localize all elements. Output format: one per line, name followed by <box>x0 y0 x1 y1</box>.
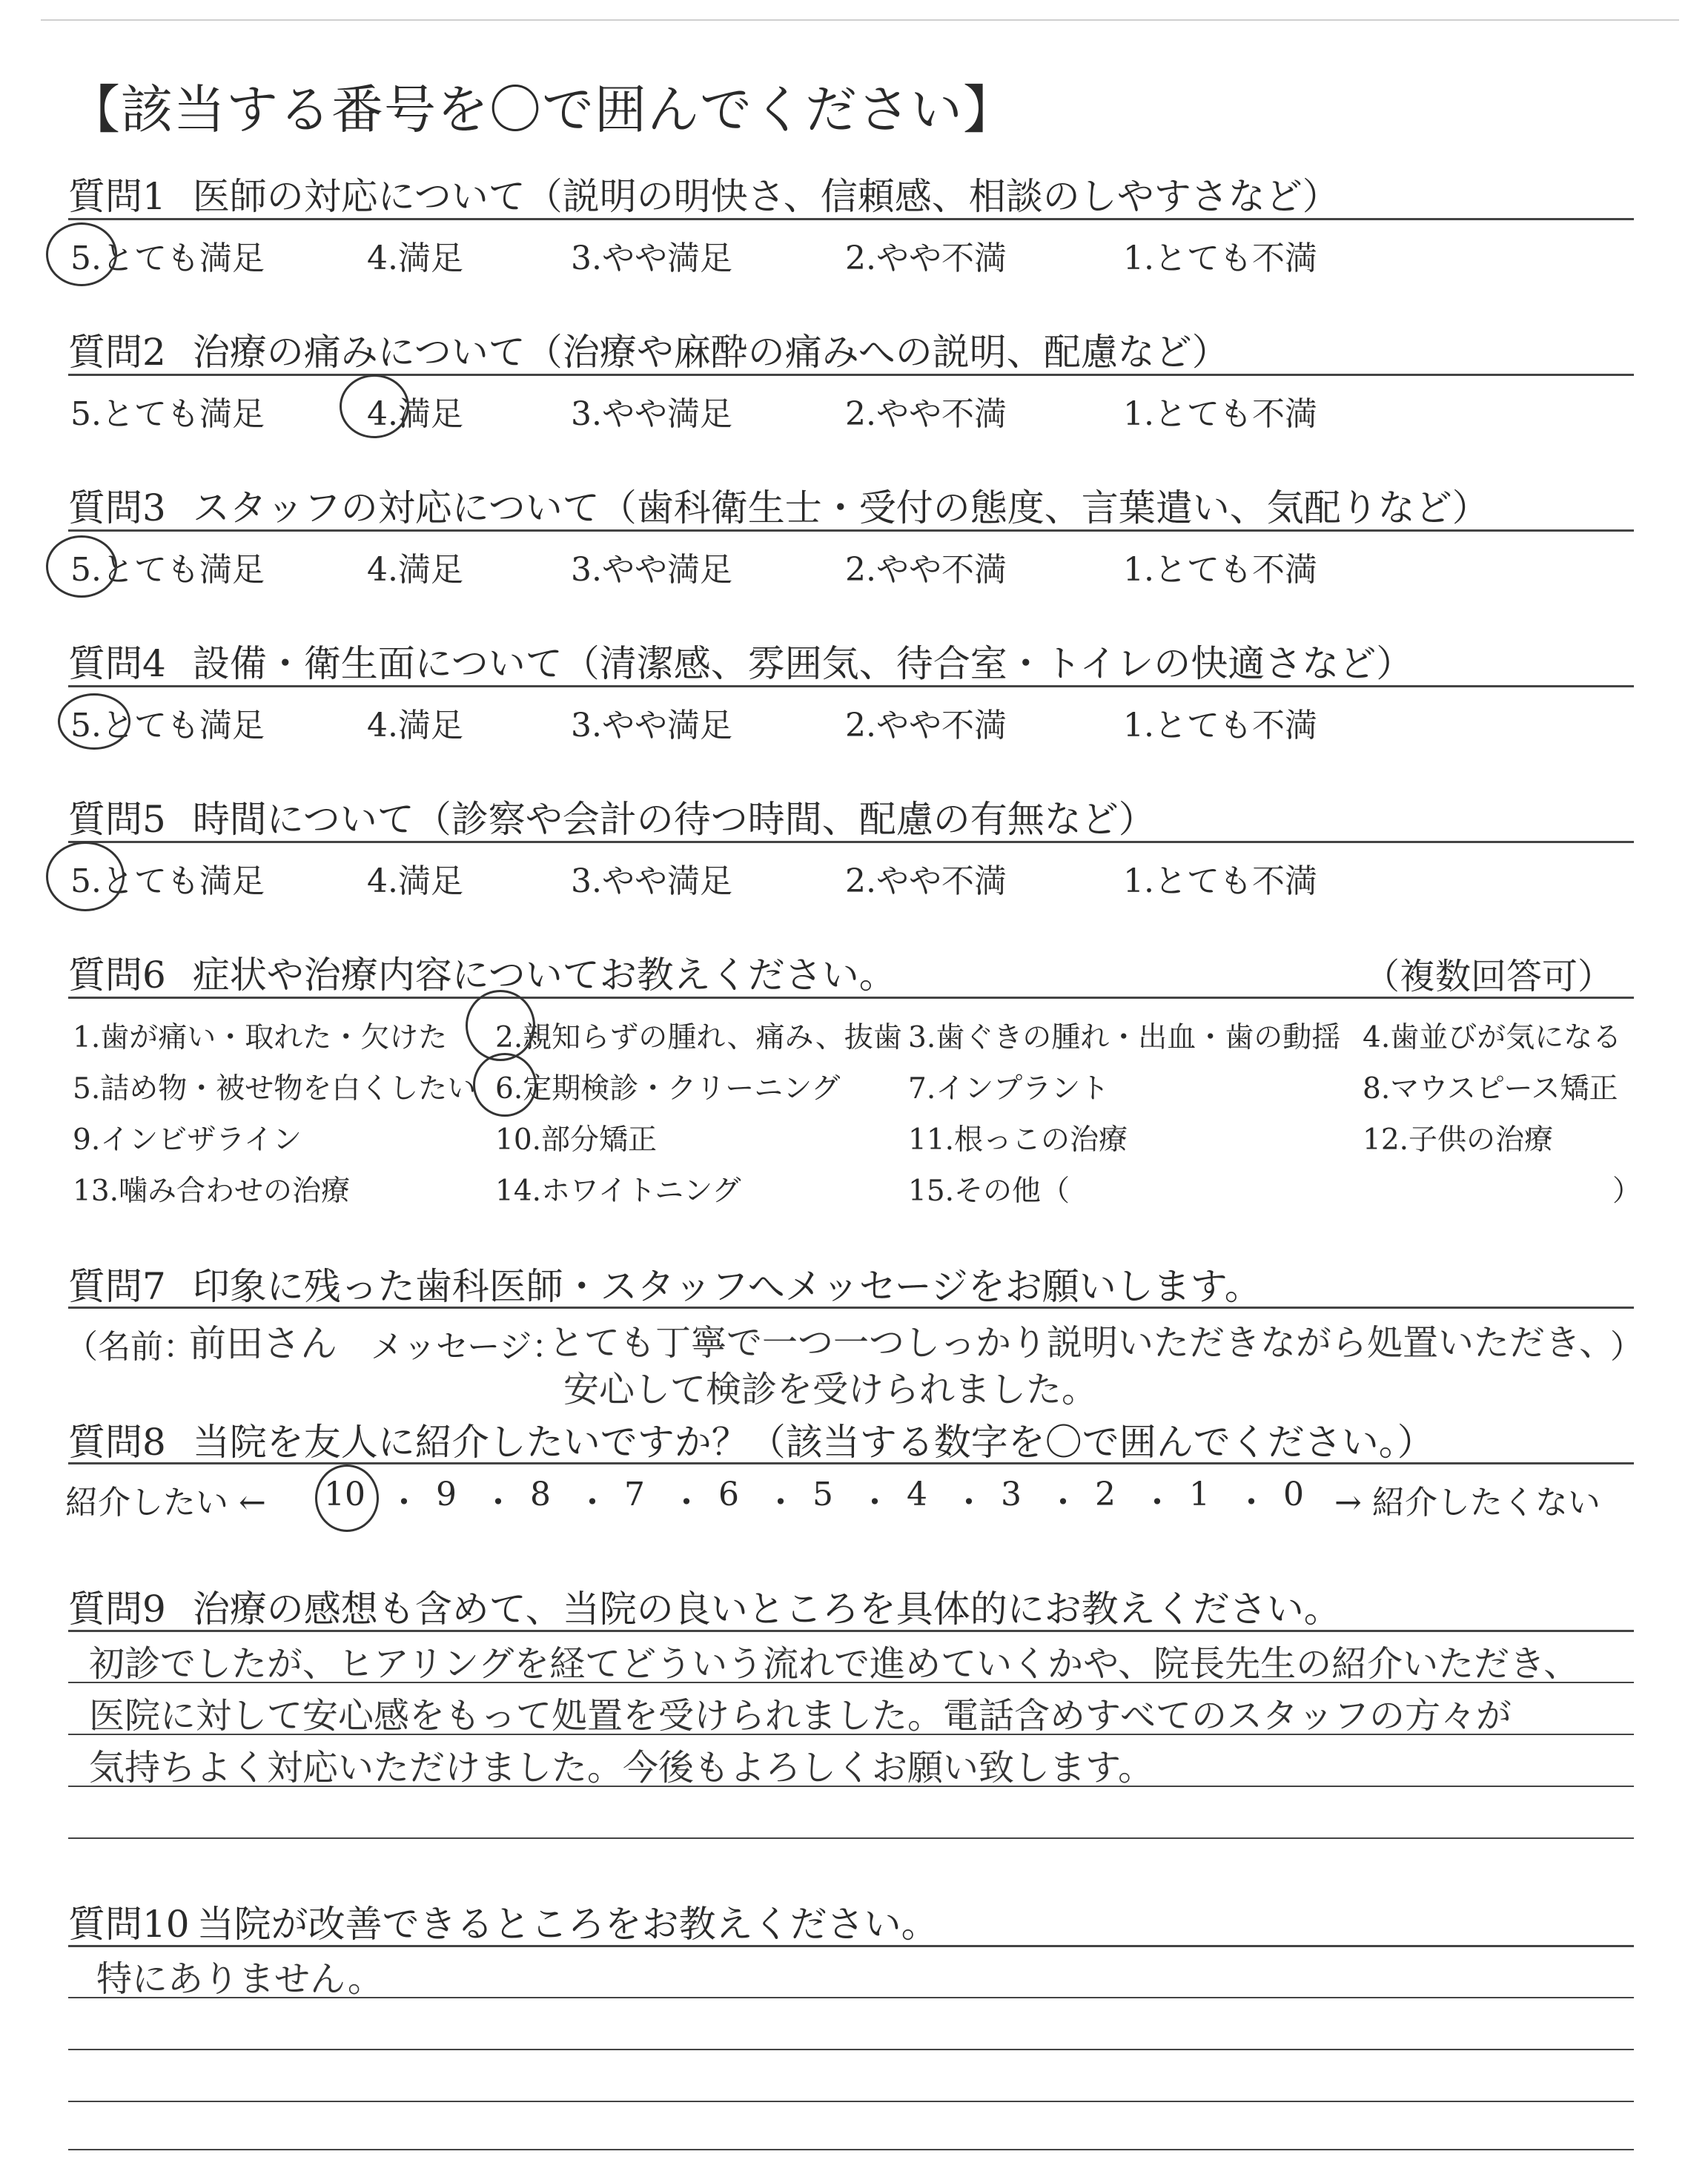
q6-option-1[interactable]: 1.歯が痛い・取れた・欠けた <box>73 1021 448 1054</box>
q8-number-4[interactable]: 4 <box>907 1476 927 1513</box>
q8-number-6[interactable]: 6 <box>718 1476 739 1513</box>
q2-title <box>68 323 1229 376</box>
q4-option-1[interactable]: 1.とても不満 <box>1123 707 1317 744</box>
q8-separator: ・ <box>1235 1484 1268 1522</box>
q8-number-2[interactable]: 2 <box>1095 1476 1116 1513</box>
q8-separator: ・ <box>388 1484 420 1522</box>
q8-separator: ・ <box>1047 1484 1079 1522</box>
q8-answer-circle <box>315 1464 379 1532</box>
q4-text: 設備・衛生面について（清潔感、雰囲気、待合室・トイレの快適さなど） <box>192 642 1414 685</box>
q7-message-line-1[interactable]: とても丁寧で一つ一つしっかり説明いただきながら処置いただき、 <box>549 1322 1615 1364</box>
q8-label: 質問8 <box>68 1421 166 1464</box>
q6-option-13[interactable]: 13.噛み合わせの治療 <box>73 1175 351 1208</box>
q6-option-5[interactable]: 5.詰め物・被せ物を白くしたい <box>73 1072 477 1106</box>
instruction-heading: 【該当する番号を〇で囲んでください】 <box>68 79 1016 140</box>
q3-title <box>68 478 1489 532</box>
q3-answer-circle <box>46 535 117 598</box>
q2-answer-circle <box>340 374 409 438</box>
q6-option-9[interactable]: 9.インビザライン <box>73 1123 302 1157</box>
q8-separator: ・ <box>482 1484 514 1522</box>
q5-answer-circle <box>46 842 125 911</box>
q5-label: 質問5 <box>68 798 166 841</box>
q9-rule-2 <box>68 1734 1634 1735</box>
q2-text: 治療の痛みについて（治療や麻酔の痛みへの説明、配慮など） <box>192 331 1229 374</box>
q2-option-3[interactable]: 3.やや満足 <box>571 395 732 433</box>
q7-rule <box>68 1307 1634 1309</box>
q3-option-3[interactable]: 3.やや満足 <box>571 551 732 589</box>
q10-rule-3 <box>68 2101 1634 2102</box>
q6-answer-circle-6 <box>473 1053 537 1117</box>
q1-title <box>68 167 1340 220</box>
q8-number-9[interactable]: 9 <box>436 1476 457 1513</box>
q10-rule-4 <box>68 2149 1634 2150</box>
q8-separator: ・ <box>858 1484 891 1522</box>
q8-rule <box>68 1462 1634 1464</box>
q6-text: 症状や治療内容についてお教えください。 <box>192 954 896 997</box>
q6-option-3[interactable]: 3.歯ぐきの腫れ・出血・歯の動揺 <box>908 1021 1341 1054</box>
q5-option-5[interactable]: 5.とても満足 <box>70 862 265 900</box>
q4-label: 質問4 <box>68 642 166 685</box>
q3-option-1[interactable]: 1.とても不満 <box>1123 551 1317 589</box>
q8-number-3[interactable]: 3 <box>1001 1476 1022 1513</box>
q8-right-label: → 紹介したくない <box>1334 1484 1601 1522</box>
q2-rule <box>68 374 1634 376</box>
q6-option-2[interactable]: 2.親知らずの腫れ、痛み、抜歯 <box>495 1021 902 1054</box>
top-border <box>41 19 1679 21</box>
q3-option-2[interactable]: 2.やや不満 <box>845 551 1007 589</box>
q6-other-close-paren: ） <box>1612 1175 1642 1208</box>
q8-separator: ・ <box>953 1484 985 1522</box>
q4-title <box>68 634 1413 687</box>
q2-option-1[interactable]: 1.とても不満 <box>1123 395 1317 433</box>
q8-left-label: 紹介したい ← <box>65 1484 266 1522</box>
q1-option-4[interactable]: 4.満足 <box>367 240 463 277</box>
q9-answer-line-3[interactable]: 気持ちよく対応いただけました。今後もよろしくお願い致します。 <box>89 1747 1154 1789</box>
q6-option-15[interactable]: 15.その他（ <box>908 1175 1070 1208</box>
q6-option-7[interactable]: 7.インプラント <box>908 1072 1110 1106</box>
q8-number-5[interactable]: 5 <box>812 1476 833 1513</box>
q4-rule <box>68 685 1634 687</box>
q10-title <box>68 1895 939 1948</box>
q6-option-8[interactable]: 8.マウスピース矯正 <box>1363 1072 1618 1106</box>
q7-close-paren: ） <box>1610 1328 1643 1366</box>
q8-separator: ・ <box>670 1484 703 1522</box>
q5-option-4[interactable]: 4.満足 <box>367 862 463 900</box>
q9-rule-1 <box>68 1682 1634 1683</box>
q8-number-7[interactable]: 7 <box>624 1476 645 1513</box>
q9-rule-4 <box>68 1837 1634 1839</box>
q3-label: 質問3 <box>68 486 166 529</box>
q8-number-1[interactable]: 1 <box>1189 1476 1210 1513</box>
q8-separator: ・ <box>764 1484 797 1522</box>
q4-option-5[interactable]: 5.とても満足 <box>70 707 265 744</box>
q5-option-2[interactable]: 2.やや不満 <box>845 862 1007 900</box>
q9-title <box>68 1579 1341 1633</box>
q1-option-1[interactable]: 1.とても不満 <box>1123 240 1317 277</box>
q10-rule-0 <box>68 1945 1634 1947</box>
q2-option-5[interactable]: 5.とても満足 <box>70 395 265 433</box>
q8-number-8[interactable]: 8 <box>530 1476 551 1513</box>
q10-rule-1 <box>68 1997 1634 1998</box>
q6-option-6[interactable]: 6.定期検診・クリーニング <box>495 1072 841 1106</box>
q1-rule <box>68 218 1634 220</box>
q4-option-3[interactable]: 3.やや満足 <box>571 707 732 744</box>
q3-rule <box>68 529 1634 532</box>
q8-separator: ・ <box>1141 1484 1174 1522</box>
q8-title <box>68 1413 1434 1466</box>
q1-label: 質問1 <box>68 175 166 218</box>
q6-multiple-note: （複数回答可） <box>1364 956 1614 997</box>
q8-separator: ・ <box>576 1484 609 1522</box>
q3-option-4[interactable]: 4.満足 <box>367 551 463 589</box>
q4-option-4[interactable]: 4.満足 <box>367 707 463 744</box>
q8-number-0[interactable]: 0 <box>1283 1476 1304 1513</box>
q10-rule-2 <box>68 2049 1634 2050</box>
q4-option-2[interactable]: 2.やや不満 <box>845 707 1007 744</box>
q6-option-4[interactable]: 4.歯並びが気になる <box>1363 1021 1622 1054</box>
q10-label: 質問10 <box>68 1903 190 1946</box>
q6-option-10[interactable]: 10.部分矯正 <box>495 1123 658 1157</box>
q7-name-value[interactable]: 前田さん <box>189 1322 337 1365</box>
q9-text: 治療の感想も含めて、当院の良いところを具体的にお教えください。 <box>192 1588 1341 1631</box>
q6-label: 質問6 <box>68 954 166 997</box>
q1-option-3[interactable]: 3.やや満足 <box>571 240 732 277</box>
q5-title <box>68 790 1156 843</box>
q6-option-11[interactable]: 11.根っこの治療 <box>908 1123 1128 1157</box>
q7-text: 印象に残った歯科医師・スタッフへメッセージをお願いします。 <box>192 1265 1262 1308</box>
q5-rule <box>68 841 1634 843</box>
q9-rule-3 <box>68 1786 1634 1787</box>
q6-option-14[interactable]: 14.ホワイトニング <box>495 1175 741 1208</box>
q1-answer-circle <box>46 222 117 286</box>
q6-rule <box>68 997 1634 999</box>
q10-text: 当院が改善できるところをお教えください。 <box>196 1903 939 1946</box>
q1-text: 医師の対応について（説明の明快さ、信頼感、相談のしやすさなど） <box>192 175 1340 218</box>
q9-rule-0 <box>68 1630 1634 1632</box>
q8-number-10[interactable]: 10 <box>324 1476 365 1513</box>
q2-label: 質問2 <box>68 331 166 374</box>
q3-option-5[interactable]: 5.とても満足 <box>70 551 265 589</box>
q3-text: スタッフの対応について（歯科衛生士・受付の態度、言葉遣い、気配りなど） <box>192 486 1489 529</box>
q7-title <box>68 1257 1262 1310</box>
q7-label: 質問7 <box>68 1265 166 1308</box>
q4-answer-circle <box>58 693 130 750</box>
q5-option-3[interactable]: 3.やや満足 <box>571 862 732 900</box>
q7-message-label: メッセージ： <box>371 1328 565 1366</box>
q6-answer-circle-2 <box>466 990 535 1061</box>
q9-label: 質問9 <box>68 1588 166 1631</box>
q2-option-2[interactable]: 2.やや不満 <box>845 395 1007 433</box>
q6-option-12[interactable]: 12.子供の治療 <box>1363 1123 1554 1157</box>
q8-text: 当院を友人に紹介したいですか？（該当する数字を〇で囲んでください。） <box>192 1421 1434 1464</box>
q2-option-4[interactable]: 4.満足 <box>367 395 463 433</box>
q1-option-5[interactable]: 5.とても満足 <box>70 240 265 277</box>
q7-name-label: （名前： <box>65 1328 196 1366</box>
q5-text: 時間について（診察や会計の待つ時間、配慮の有無など） <box>192 798 1156 841</box>
q6-title <box>68 945 896 999</box>
q5-option-1[interactable]: 1.とても不満 <box>1123 862 1317 900</box>
q1-option-2[interactable]: 2.やや不満 <box>845 240 1007 277</box>
q10-answer-line-1[interactable]: 特にありません。 <box>96 1958 383 2000</box>
q9-answer-line-1[interactable]: 初診でしたが、ヒアリングを経てどういう流れで進めていくかや、院長先生の紹介いただき、 <box>89 1643 1580 1685</box>
q7-message-line-2[interactable]: 安心して検診を受けられました。 <box>563 1369 1098 1410</box>
q9-answer-line-2[interactable]: 医院に対して安心感をもって処置を受けられました。電話含めすべてのスタッフの方々が <box>89 1695 1512 1737</box>
